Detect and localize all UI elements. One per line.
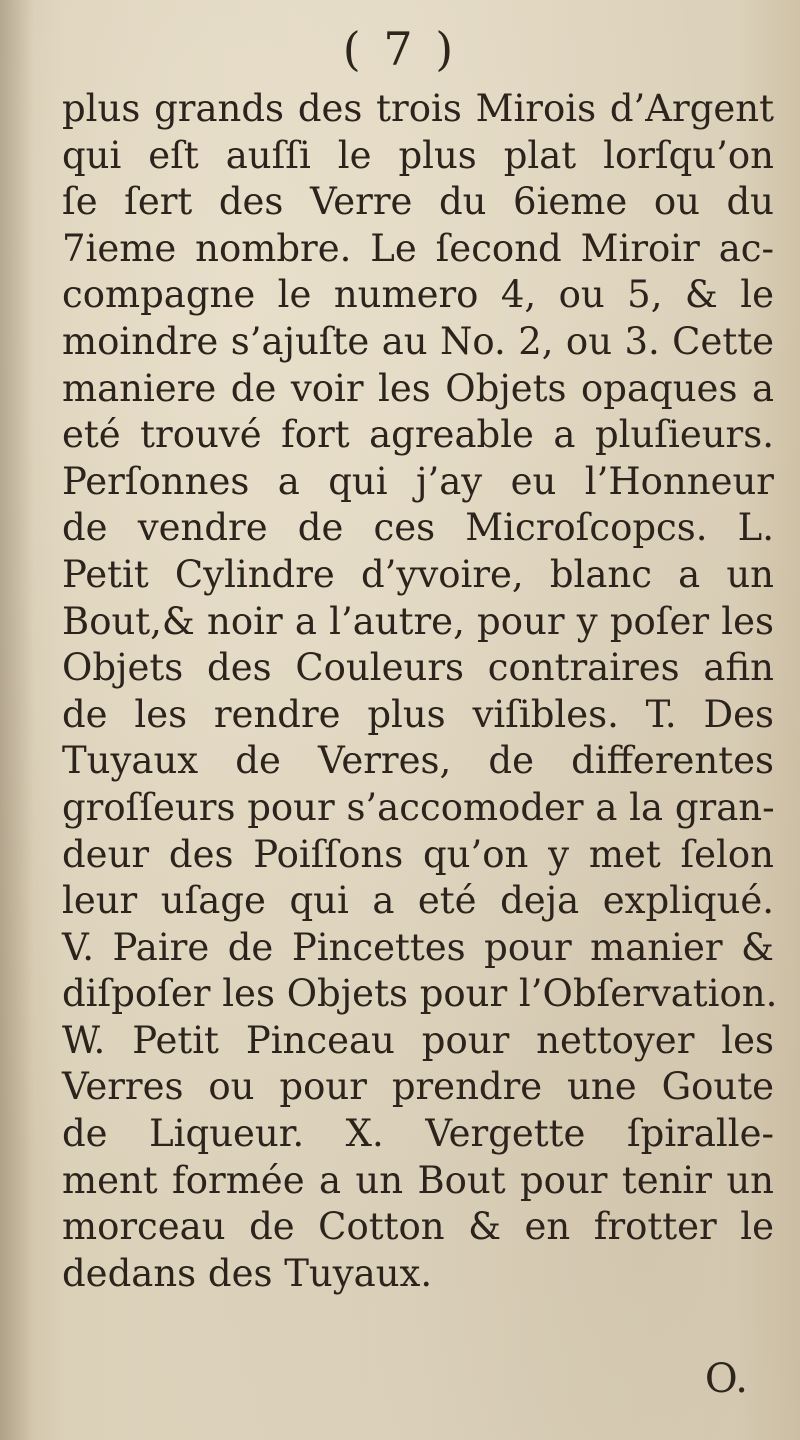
text-line: qui eſt auſſi le plus plat lorſqu’on [62,133,774,177]
page-number: ( 7 ) [342,22,458,76]
text-line: ſe ſert des Verre du 6ieme ou du [62,180,774,224]
text-line: deur des Poiſſons qu’on y met ſelon [62,832,774,876]
text-line: eté trouvé fort agreable a pluſieurs. [62,413,774,457]
text-line: moindre s’ajuſte au No. 2, ou 3. Cette [62,319,774,363]
text-line: Petit Cylindre d’yvoire, blanc a un [62,552,774,596]
text-line: ment formée a un Bout pour tenir un [62,1158,774,1202]
text-line: Objets des Couleurs contraires afin [62,646,774,690]
page-shadow-edge [0,0,34,1440]
text-line: W. Petit Pinceau pour nettoyer les [62,1018,774,1062]
text-line: de Liqueur. X. Vergette ſpiralle- [62,1112,774,1156]
text-line: 7ieme nombre. Le ſecond Miroir ac- [62,226,774,270]
text-line: Verres ou pour prendre une Goute [62,1065,774,1109]
text-line: V. Paire de Pincettes pour manier & [62,925,774,969]
text-line: diſpoſer les Objets pour l’Obſervation. [62,972,778,1016]
text-line: compagne le numero 4, ou 5, & le [62,273,774,317]
text-line: de vendre de ces Microſcopcs. L. [62,506,774,550]
body-text [62,86,778,1297]
text-line: maniere de voir les Objets opaques a [62,366,774,410]
catchword: O. [704,1356,748,1402]
text-line: morceau de Cotton & en frotter le [62,1205,774,1249]
text-line: Bout,& noir a l’autre, pour y poſer les [62,599,774,643]
text-line: leur uſage qui a eté deja expliqué. [62,879,774,923]
text-line: de les rendre plus viſibles. T. Des [62,692,774,736]
text-line: dedans des Tuyaux. [62,1251,433,1295]
text-line: Perſonnes a qui j’ay eu l’Honneur [62,459,774,503]
text-line: Tuyaux de Verres, de differentes [62,739,774,783]
text-line: groſſeurs pour s’accomoder a la gran- [62,785,775,829]
text-line: plus grands des trois Mirois d’Argent [62,87,774,130]
